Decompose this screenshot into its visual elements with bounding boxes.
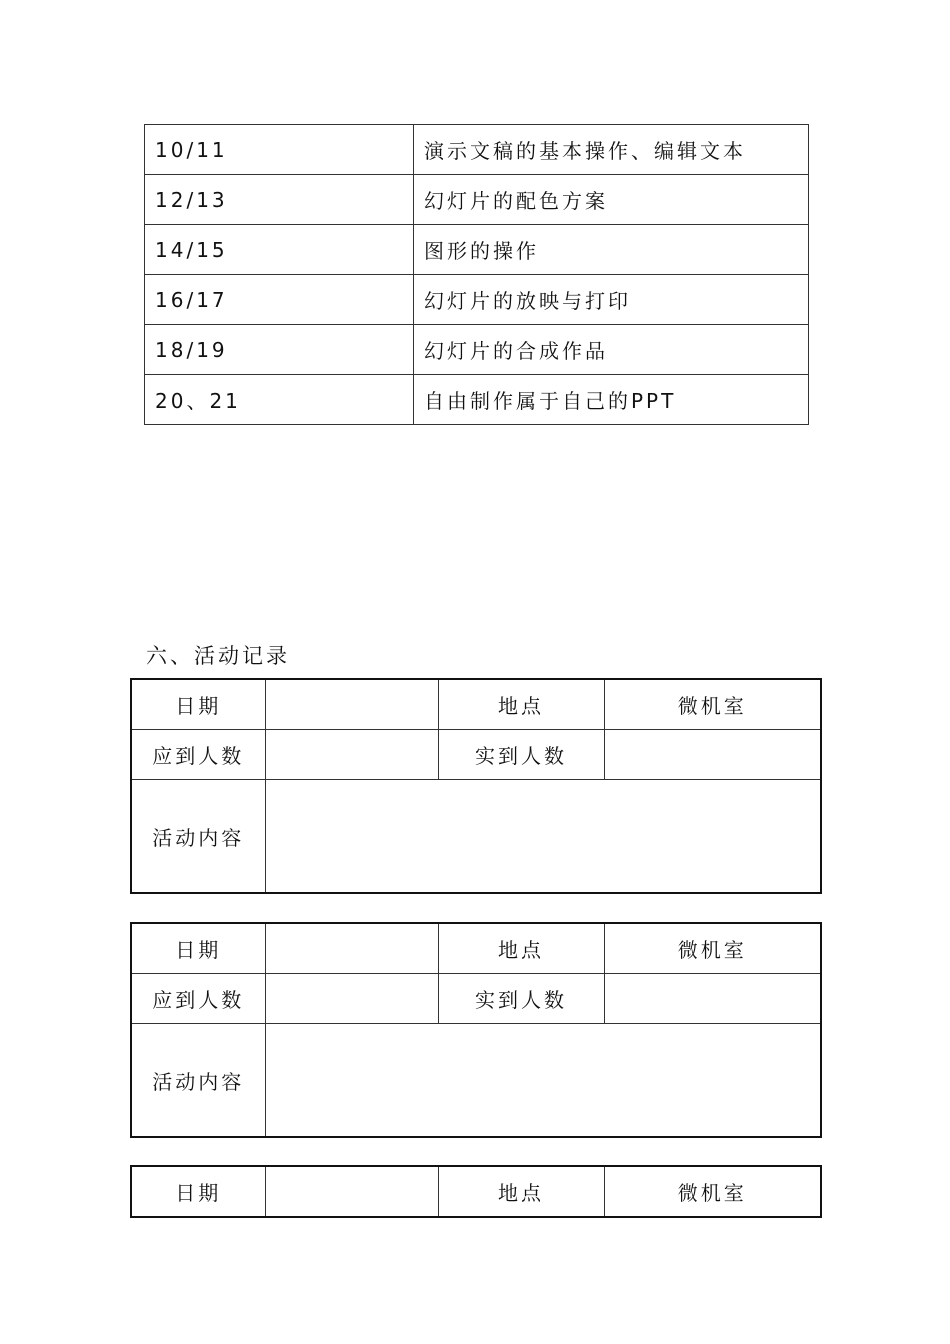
table-row [145,275,809,325]
activity-content-label: 活动内容 [131,780,265,894]
date-value [265,1166,438,1217]
activity-content-value [265,780,821,894]
topic-cell: 图形的操作 [414,225,809,275]
expected-attendance-label: 应到人数 [131,730,265,780]
schedule-table [144,124,809,425]
table-row [145,125,809,175]
actual-attendance-value [604,730,821,780]
activity-record-table [130,922,822,1138]
session-cell: 12/13 [145,175,414,225]
table-row [145,375,809,425]
table-row [131,730,821,780]
topic-cell: 自由制作属于自己的PPT [414,375,809,425]
expected-attendance-label: 应到人数 [131,974,265,1024]
activity-content-label: 活动内容 [131,1024,265,1138]
session-cell: 20、21 [145,375,414,425]
table-row [131,974,821,1024]
table-row [145,225,809,275]
actual-attendance-label: 实到人数 [438,974,604,1024]
expected-attendance-value [265,730,438,780]
place-value: 微机室 [604,679,821,730]
session-cell: 14/15 [145,225,414,275]
session-cell: 16/17 [145,275,414,325]
place-label: 地点 [438,679,604,730]
date-label: 日期 [131,923,265,974]
table-row [131,923,821,974]
table-row [131,1166,821,1217]
table-row [145,325,809,375]
topic-cell: 幻灯片的放映与打印 [414,275,809,325]
place-label: 地点 [438,1166,604,1217]
date-value [265,679,438,730]
topic-cell: 幻灯片的配色方案 [414,175,809,225]
expected-attendance-value [265,974,438,1024]
place-value: 微机室 [604,923,821,974]
session-cell: 18/19 [145,325,414,375]
topic-cell: 演示文稿的基本操作、编辑文本 [414,125,809,175]
actual-attendance-label: 实到人数 [438,730,604,780]
date-label: 日期 [131,1166,265,1217]
table-row [131,1024,821,1138]
activity-content-value [265,1024,821,1138]
activity-record-table [130,678,822,894]
table-row [145,175,809,225]
topic-cell: 幻灯片的合成作品 [414,325,809,375]
date-label: 日期 [131,679,265,730]
place-value: 微机室 [604,1166,821,1217]
table-row [131,780,821,894]
activity-record-table [130,1165,822,1218]
section-title: 六、活动记录 [146,644,290,668]
place-label: 地点 [438,923,604,974]
table-row [131,679,821,730]
session-cell: 10/11 [145,125,414,175]
actual-attendance-value [604,974,821,1024]
date-value [265,923,438,974]
